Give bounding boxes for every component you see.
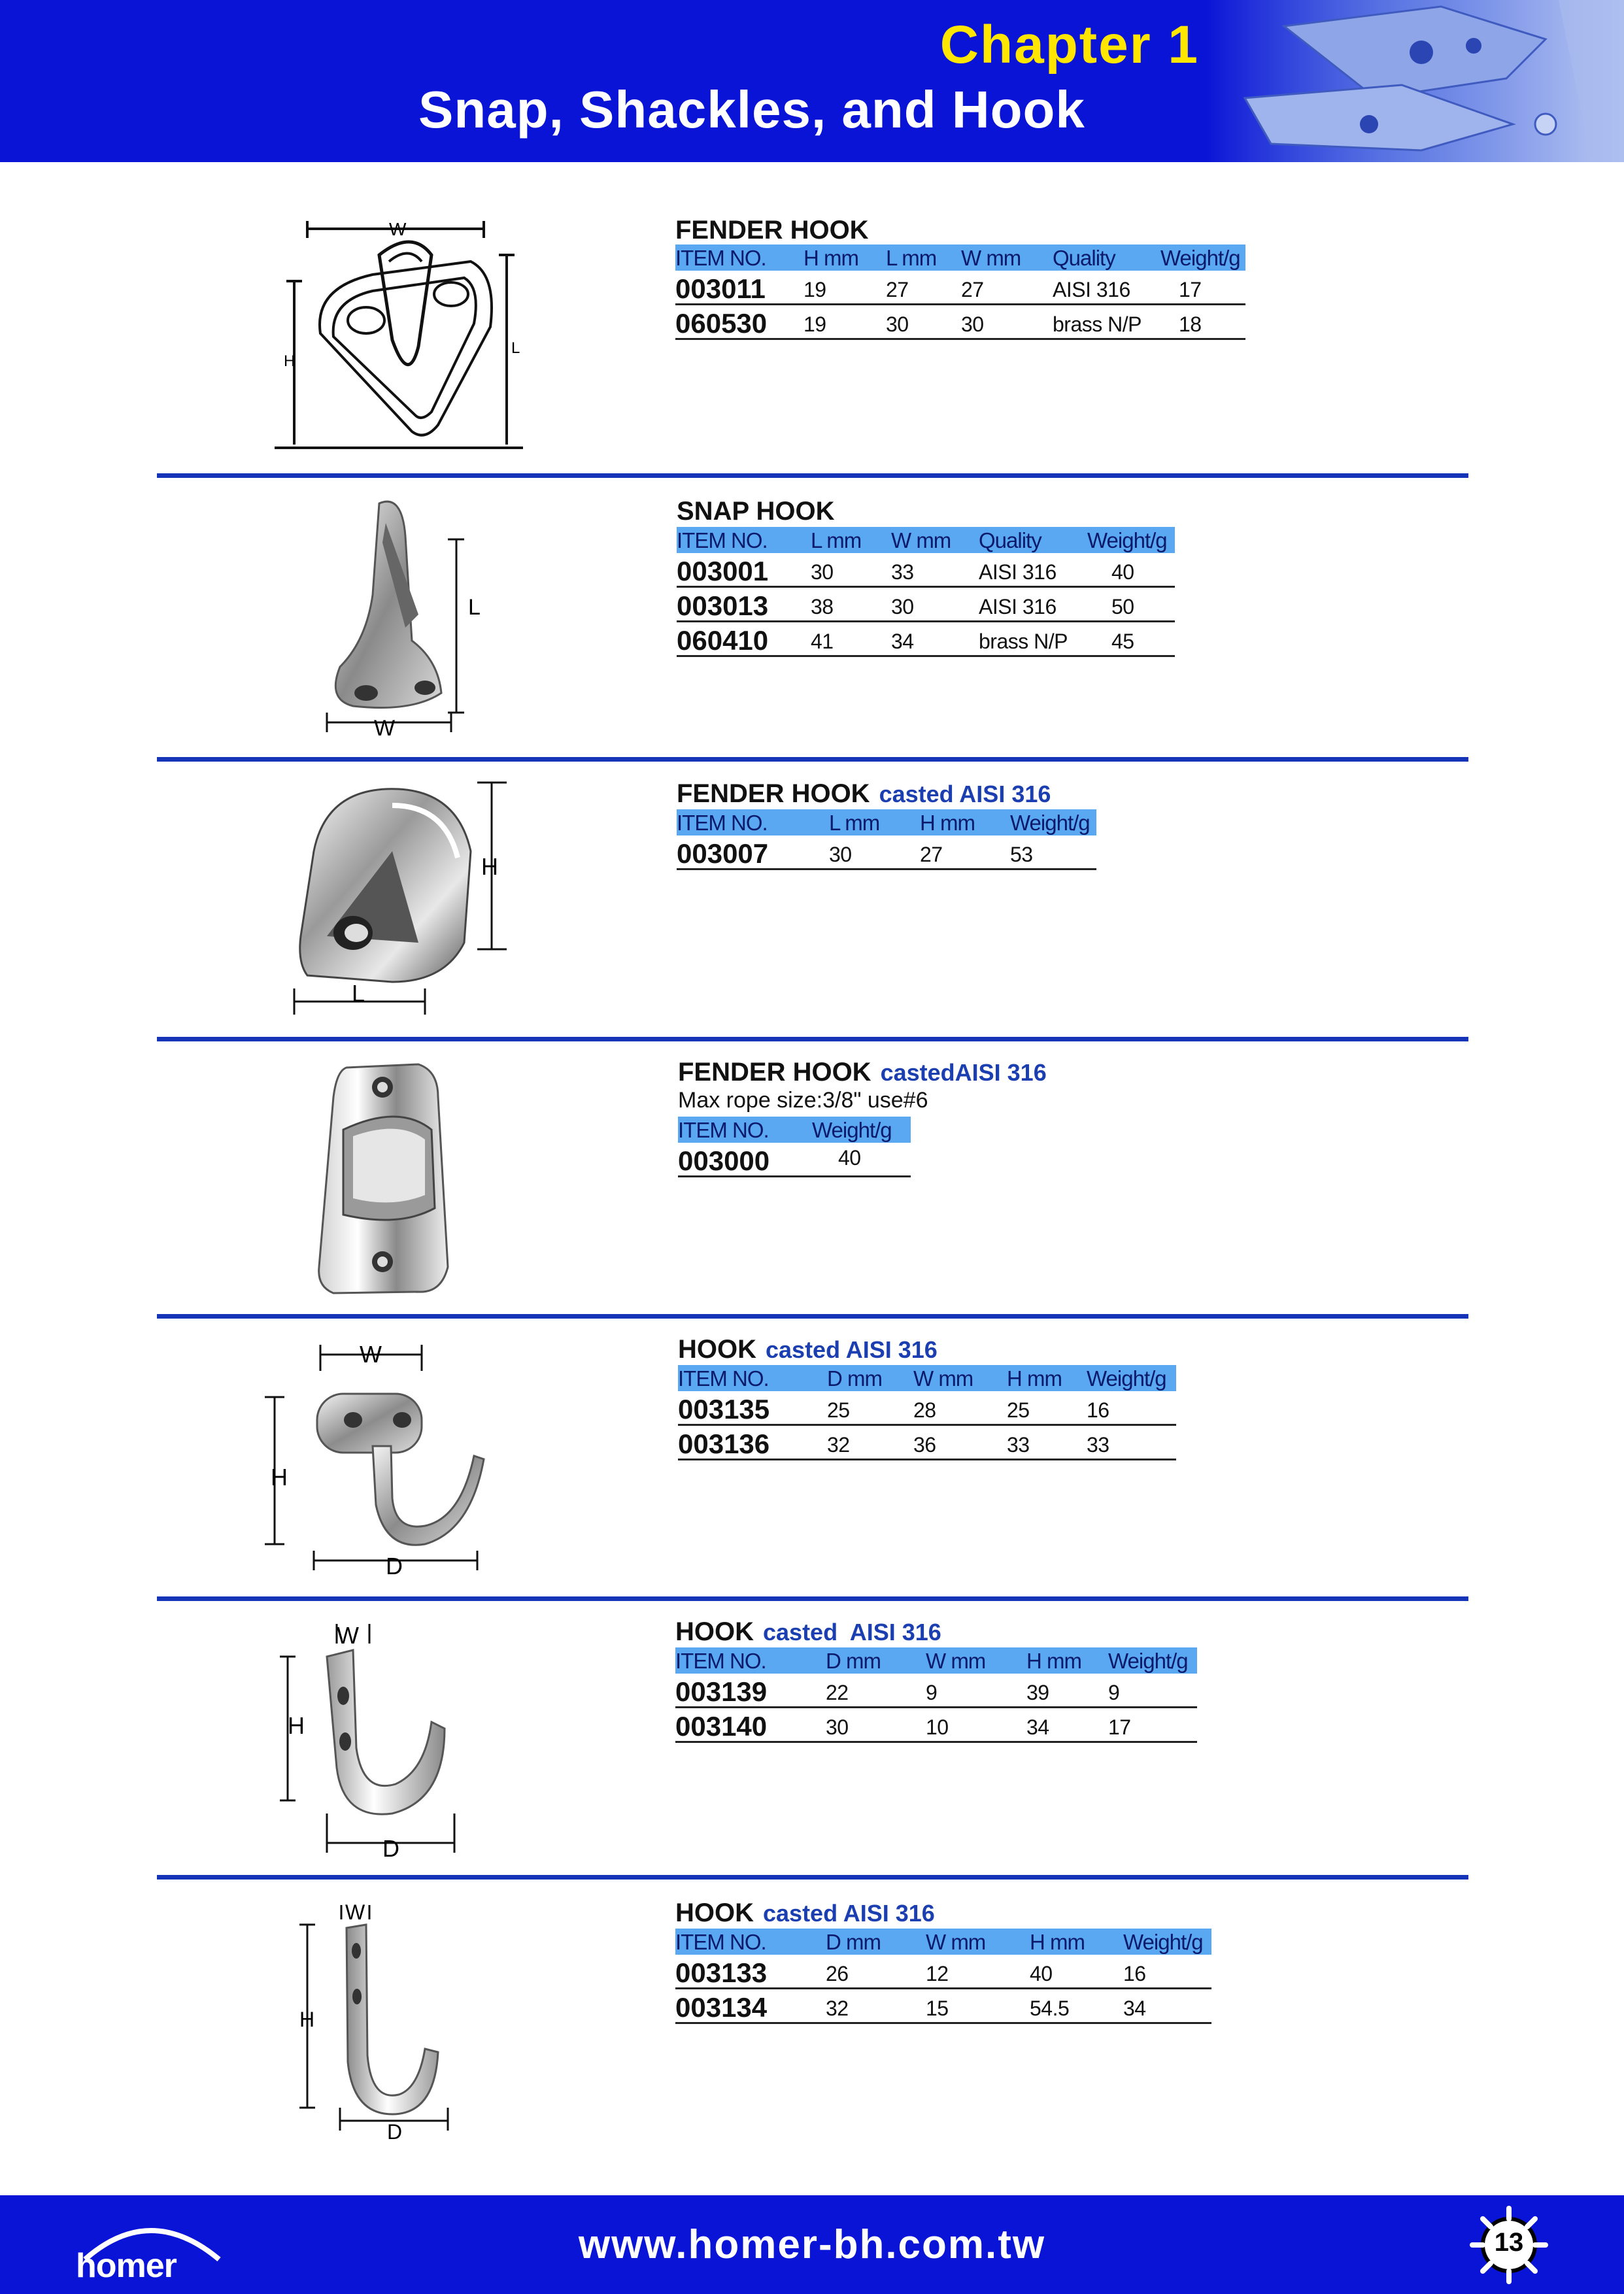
dim-label-d: D [382,1835,399,1859]
column-header: Weight/g [1108,1649,1188,1673]
rope-size-note: Max rope size:3/8" use#6 [678,1088,928,1113]
material-label: casted AISI 316 [763,1619,941,1645]
column-header: L mm [829,811,880,835]
table-cell: 40 [1111,560,1134,584]
table-cell: 34 [1026,1715,1049,1739]
item-number: 060410 [677,625,769,656]
column-header: H mm [1030,1930,1085,1954]
table-cell: 40 [838,1146,861,1170]
table-cell: 53 [1010,843,1033,866]
table-cell: 38 [811,595,834,618]
column-header: Weight/g [1123,1930,1203,1954]
dim-label-h: H [271,1464,288,1491]
dim-label-d: D [386,1553,403,1577]
fender-hook-casted-photo [288,779,523,1021]
table-row [677,588,1175,622]
table-header [678,1117,911,1143]
column-header: L mm [886,246,937,270]
table-cell: 39 [1026,1681,1049,1704]
table-cell: 30 [829,843,852,866]
column-header: D mm [827,1366,882,1391]
section-divider [157,1037,1468,1041]
dim-label-h: H [481,853,498,880]
product-name: FENDER HOOK [677,779,870,808]
dim-label-l: L [511,339,520,357]
dim-label-w: W [360,1341,382,1368]
table-cell: 28 [913,1398,936,1422]
item-number: 003140 [675,1711,768,1742]
item-number: 003139 [675,1676,768,1707]
table-cell: 9 [1108,1681,1120,1704]
dim-label-l: L [352,980,365,1007]
product-name: HOOK [675,1617,754,1646]
table-header [677,527,1175,553]
table-row [678,1391,1176,1426]
table-cell: 27 [961,278,984,301]
table-cell: 17 [1108,1715,1131,1739]
material-label: castedAISI 316 [880,1059,1047,1086]
table-cell: 33 [1087,1433,1109,1457]
table-row [677,622,1175,657]
column-header: H mm [1026,1649,1081,1673]
column-header: D mm [826,1930,881,1954]
product-name: SNAP HOOK [677,497,835,526]
page-footer [0,2195,1624,2294]
column-header: ITEM NO. [678,1118,769,1142]
fender-hook-drawing [275,216,536,458]
product-name: HOOK [675,1898,754,1927]
column-header: Weight/g [1010,811,1090,835]
table-row [675,1955,1211,1989]
column-header: L mm [811,528,862,552]
item-number: 003135 [678,1394,770,1425]
table-cell: 27 [886,278,909,301]
item-number: 003001 [677,556,769,586]
section-divider [157,473,1468,478]
table-cell: 30 [891,595,914,618]
snap-hook-photo [314,497,497,745]
website-url[interactable]: www.homer-bh.com.tw [578,2222,1046,2267]
dim-label-h: H [284,352,296,370]
dim-label-h: H [288,1712,305,1739]
table-cell: 9 [926,1681,938,1704]
table-cell: 27 [920,843,943,866]
table-cell: 33 [891,560,914,584]
dim-label-w: W [374,716,396,741]
table-row [675,305,1245,340]
product-title [675,1898,935,1928]
column-header: Quality [979,528,1041,552]
column-header: H mm [1007,1366,1062,1391]
section-divider [157,757,1468,762]
product-title [675,1617,941,1647]
logo-text: homer [76,2247,177,2285]
table-cell: 30 [826,1715,849,1739]
column-header: ITEM NO. [677,528,768,552]
column-header: W mm [961,246,1021,270]
spec-table [677,809,1096,870]
product-title [675,216,869,245]
page-title: Snap, Shackles, and Hook [418,80,1085,139]
table-header [675,245,1245,271]
spec-table [675,245,1245,340]
table-cell: 30 [886,312,909,336]
chapter-label: Chapter 1 [939,15,1199,75]
table-cell: 10 [926,1715,949,1739]
table-cell: 33 [1007,1433,1030,1457]
dim-label-w: W [345,1900,365,1924]
product-title [678,1058,1047,1087]
table-cell: AISI 316 [1053,278,1130,301]
column-header: Quality [1053,246,1115,270]
material-label: casted AISI 316 [879,781,1051,807]
product-title [678,1335,938,1364]
column-header: ITEM NO. [675,1649,766,1673]
column-header: H mm [804,246,858,270]
table-cell: 25 [827,1398,850,1422]
hook-photo [262,1335,497,1577]
table-cell: AISI 316 [979,595,1057,618]
spec-table [675,1647,1197,1743]
table-cell: 32 [826,1997,849,2020]
spec-table [677,527,1175,657]
spec-table [675,1929,1211,2024]
table-header [675,1647,1197,1674]
table-cell: 34 [891,630,914,653]
table-row [677,835,1096,870]
table-header [677,809,1096,835]
dim-label-l: L [468,595,481,620]
material-label: casted AISI 316 [763,1900,935,1927]
table-cell: 16 [1087,1398,1109,1422]
item-number: 003133 [675,1957,768,1988]
table-header [678,1365,1176,1391]
column-header: W mm [891,528,951,552]
table-cell: 26 [826,1962,849,1985]
column-header: ITEM NO. [675,1930,766,1954]
column-header: Weight/g [1087,1366,1166,1391]
section-divider [157,1596,1468,1601]
table-cell: 25 [1007,1398,1030,1422]
spec-table [678,1117,911,1177]
product-name: HOOK [678,1335,756,1364]
table-header [675,1929,1211,1955]
dim-label-h: H [299,2008,315,2031]
dim-label-w: W [389,219,407,239]
column-header: H mm [920,811,975,835]
column-header: ITEM NO. [675,246,766,270]
item-number: 003136 [678,1428,770,1459]
table-cell: AISI 316 [979,560,1057,584]
table-cell: 22 [826,1681,849,1704]
column-header: ITEM NO. [677,811,768,835]
table-cell: 41 [811,630,834,653]
table-cell: 30 [811,560,834,584]
item-number: 003134 [675,1992,768,2023]
table-cell: 32 [827,1433,850,1457]
fender-hook-rope-photo [307,1058,464,1300]
page-number: 13 [1494,2228,1524,2257]
table-cell: 40 [1030,1962,1053,1985]
section-divider [157,1875,1468,1880]
page-header [0,0,1624,162]
table-cell: 12 [926,1962,949,1985]
table-cell: 15 [926,1997,949,2020]
section-divider [157,1314,1468,1319]
column-header: W mm [926,1649,986,1673]
item-number: 003007 [677,838,769,869]
table-cell: 16 [1123,1962,1146,1985]
column-header: ITEM NO. [678,1366,769,1391]
dim-label-w: W [337,1622,359,1649]
table-cell: 30 [961,312,984,336]
dim-label-d: D [387,2120,403,2144]
product-title [677,497,835,526]
hook-narrow-photo [275,1617,471,1859]
header-decoration-image [1206,0,1624,162]
material-label: casted AISI 316 [766,1336,938,1363]
item-number: 003011 [675,273,766,304]
column-header: Weight/g [1087,528,1167,552]
item-number: 003013 [677,590,769,621]
product-title [677,779,1051,809]
table-cell: 36 [913,1433,936,1457]
column-header: D mm [826,1649,881,1673]
table-cell: 19 [804,278,826,301]
table-cell: brass N/P [1053,312,1142,336]
item-number: 060530 [675,308,768,339]
table-cell: 45 [1111,630,1134,653]
table-row [675,271,1245,305]
column-header: Weight/g [812,1118,892,1142]
column-header: W mm [913,1366,973,1391]
table-row [675,1708,1197,1743]
table-cell: 54.5 [1030,1997,1070,2020]
table-row [677,553,1175,588]
hook-long-photo [288,1898,458,2147]
column-header: Weight/g [1160,246,1240,270]
table-cell: 18 [1179,312,1202,336]
product-name: FENDER HOOK [678,1058,871,1087]
table-cell: 34 [1123,1997,1146,2020]
table-row [678,1426,1176,1460]
table-row [678,1143,911,1177]
table-cell: 19 [804,312,826,336]
table-cell: 50 [1111,595,1134,618]
table-row [675,1674,1197,1708]
product-name: FENDER HOOK [675,216,869,245]
column-header: W mm [926,1930,986,1954]
table-cell: brass N/P [979,630,1068,653]
table-row [675,1989,1211,2024]
table-cell: 17 [1179,278,1202,301]
item-number: 003000 [678,1145,770,1176]
spec-table [678,1365,1176,1460]
